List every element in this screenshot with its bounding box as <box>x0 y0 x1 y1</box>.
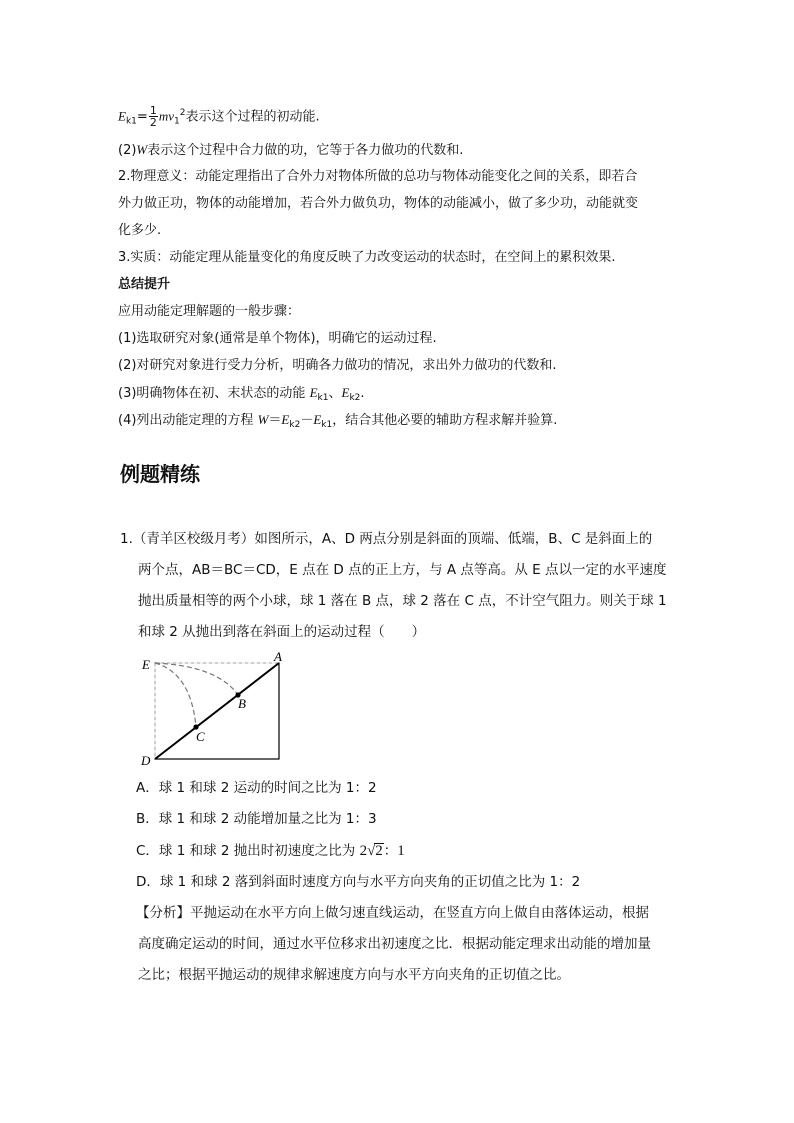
sqrt-radicand: 2 <box>375 843 383 859</box>
summary-step-2: (2)对研究对象进行受力分析，明确各力做功的情况，求出外力做功的代数和. <box>118 358 557 373</box>
step3-sub-k2: k2 <box>349 393 361 403</box>
label-a: A <box>274 649 282 664</box>
work-symbol: W <box>136 142 148 157</box>
summary-step-4 <box>118 411 557 430</box>
option-b: B．球 1 和球 2 动能增加量之比为 1：3 <box>136 811 377 827</box>
label-c: C <box>196 729 205 744</box>
question-line-3: 抛出质量相等的两个小球，球 1 落在 B 点，球 2 落在 C 点，不计空气阻力。则关于球 1 <box>138 593 667 609</box>
step4-sub-k1: k1 <box>321 420 333 430</box>
option-c-text: C．球 1 和球 2 抛出时初速度之比为 <box>136 843 360 859</box>
step3-separator: 、 <box>328 386 342 401</box>
step3-end: . <box>360 386 365 401</box>
mv-symbol: mv <box>158 108 174 124</box>
initial-kinetic-energy-line <box>118 104 320 128</box>
meaning-line-2: 外力做正功，物体的动能增加，若合外力做负功，物体的动能减小，做了多少功，动能就变 <box>118 196 639 211</box>
option-c-coefficient: 2 <box>359 843 368 859</box>
essence-line: 3.实质：动能定理从能量变化的角度反映了力改变运动的状态时，在空间上的累积效果. <box>118 250 616 265</box>
label-d: D <box>141 753 151 768</box>
equals-sign: = <box>136 109 148 125</box>
ek1-subscript: k1 <box>125 116 137 127</box>
analysis-line-1: 【分析】平抛运动在水平方向上做匀速直线运动，在竖直方向上做自由落体运动，根据 <box>136 905 649 921</box>
v1-subscript: 1 <box>173 116 180 127</box>
option-c-separator: ： <box>383 843 398 859</box>
incline-figure <box>136 648 306 773</box>
initial-ke-description: 表示这个过程的初动能. <box>185 109 320 125</box>
meaning-line-3: 化多少. <box>118 223 162 238</box>
summary-title: 总结提升 <box>118 277 171 292</box>
question-line-1: 1.（青羊区校级月考）如图所示，A、D 两点分别是斜面的顶端、低端，B、C 是斜面上的 <box>120 531 653 547</box>
meaning-line-1: 2.物理意义：动能定理指出了合外力对物体所做的总功与物体动能变化之间的关系，即若合 <box>118 169 638 184</box>
step4-equals: ＝ <box>268 413 282 428</box>
trajectory-ball-2 <box>155 663 196 727</box>
step4-w-symbol: W <box>257 412 269 427</box>
step3-e-symbol-2: E <box>341 385 350 400</box>
step4-minus: － <box>300 413 314 428</box>
label-b: B <box>238 696 246 711</box>
option-a: A．球 1 和球 2 运动的时间之比为 1：2 <box>136 780 377 796</box>
question-line-4: 和球 2 从抛出到落在斜面上的运动过程（ ） <box>138 624 426 640</box>
summary-intro: 应用动能定理解题的一般步骤： <box>118 304 301 319</box>
analysis-line-3: 之比；根据平抛运动的规律求解速度方向与水平方向夹角的正切值之比。 <box>138 967 570 983</box>
summary-step-1: (1)选取研究对象(通常是单个物体)，明确它的运动过程. <box>118 331 437 346</box>
question-line-2: 两个点，AB＝BC＝CD，E 点在 D 点的正上方，与 A 点等高。从 E 点以一定的水平速度 <box>138 562 667 578</box>
fraction-denominator: 2 <box>149 116 157 130</box>
step3-sub-k1: k1 <box>317 393 329 403</box>
work-description: 表示这个过程中合力做的功，它等于各力做功的代数和. <box>147 143 464 158</box>
step3-text: (3)明确物体在初、末状态的动能 <box>118 386 310 401</box>
square-superscript: 2 <box>179 108 186 118</box>
ek1-symbol: E <box>118 108 126 124</box>
option-d: D．球 1 和球 2 落到斜面时速度方向与水平方向夹角的正切值之比为 1：2 <box>136 874 581 890</box>
step4-text: (4)列出动能定理的方程 <box>118 413 258 428</box>
label-e: E <box>142 657 150 672</box>
summary-step-3 <box>118 384 365 403</box>
half-fraction <box>149 105 158 128</box>
option-c <box>136 842 405 860</box>
step3-e-symbol: E <box>309 385 318 400</box>
step4-e-symbol: E <box>281 412 290 427</box>
option-c-one: 1 <box>397 843 405 859</box>
step4-tail: ，结合其他必要的辅助方程求解并验算. <box>332 413 558 428</box>
work-definition-line <box>118 141 463 160</box>
sqrt-radical: √ <box>367 843 376 859</box>
step4-e-symbol-2: E <box>313 412 322 427</box>
step4-sub-k2: k2 <box>289 420 301 430</box>
section-title: 例题精练 <box>120 462 200 486</box>
trajectory-ball-1 <box>155 663 238 695</box>
analysis-line-2: 高度确定运动的时间，通过水平位移求出初速度之比．根据动能定理求出动能的增加量 <box>138 936 651 952</box>
work-prefix: (2) <box>118 143 137 158</box>
fraction-numerator: 1 <box>149 104 157 118</box>
